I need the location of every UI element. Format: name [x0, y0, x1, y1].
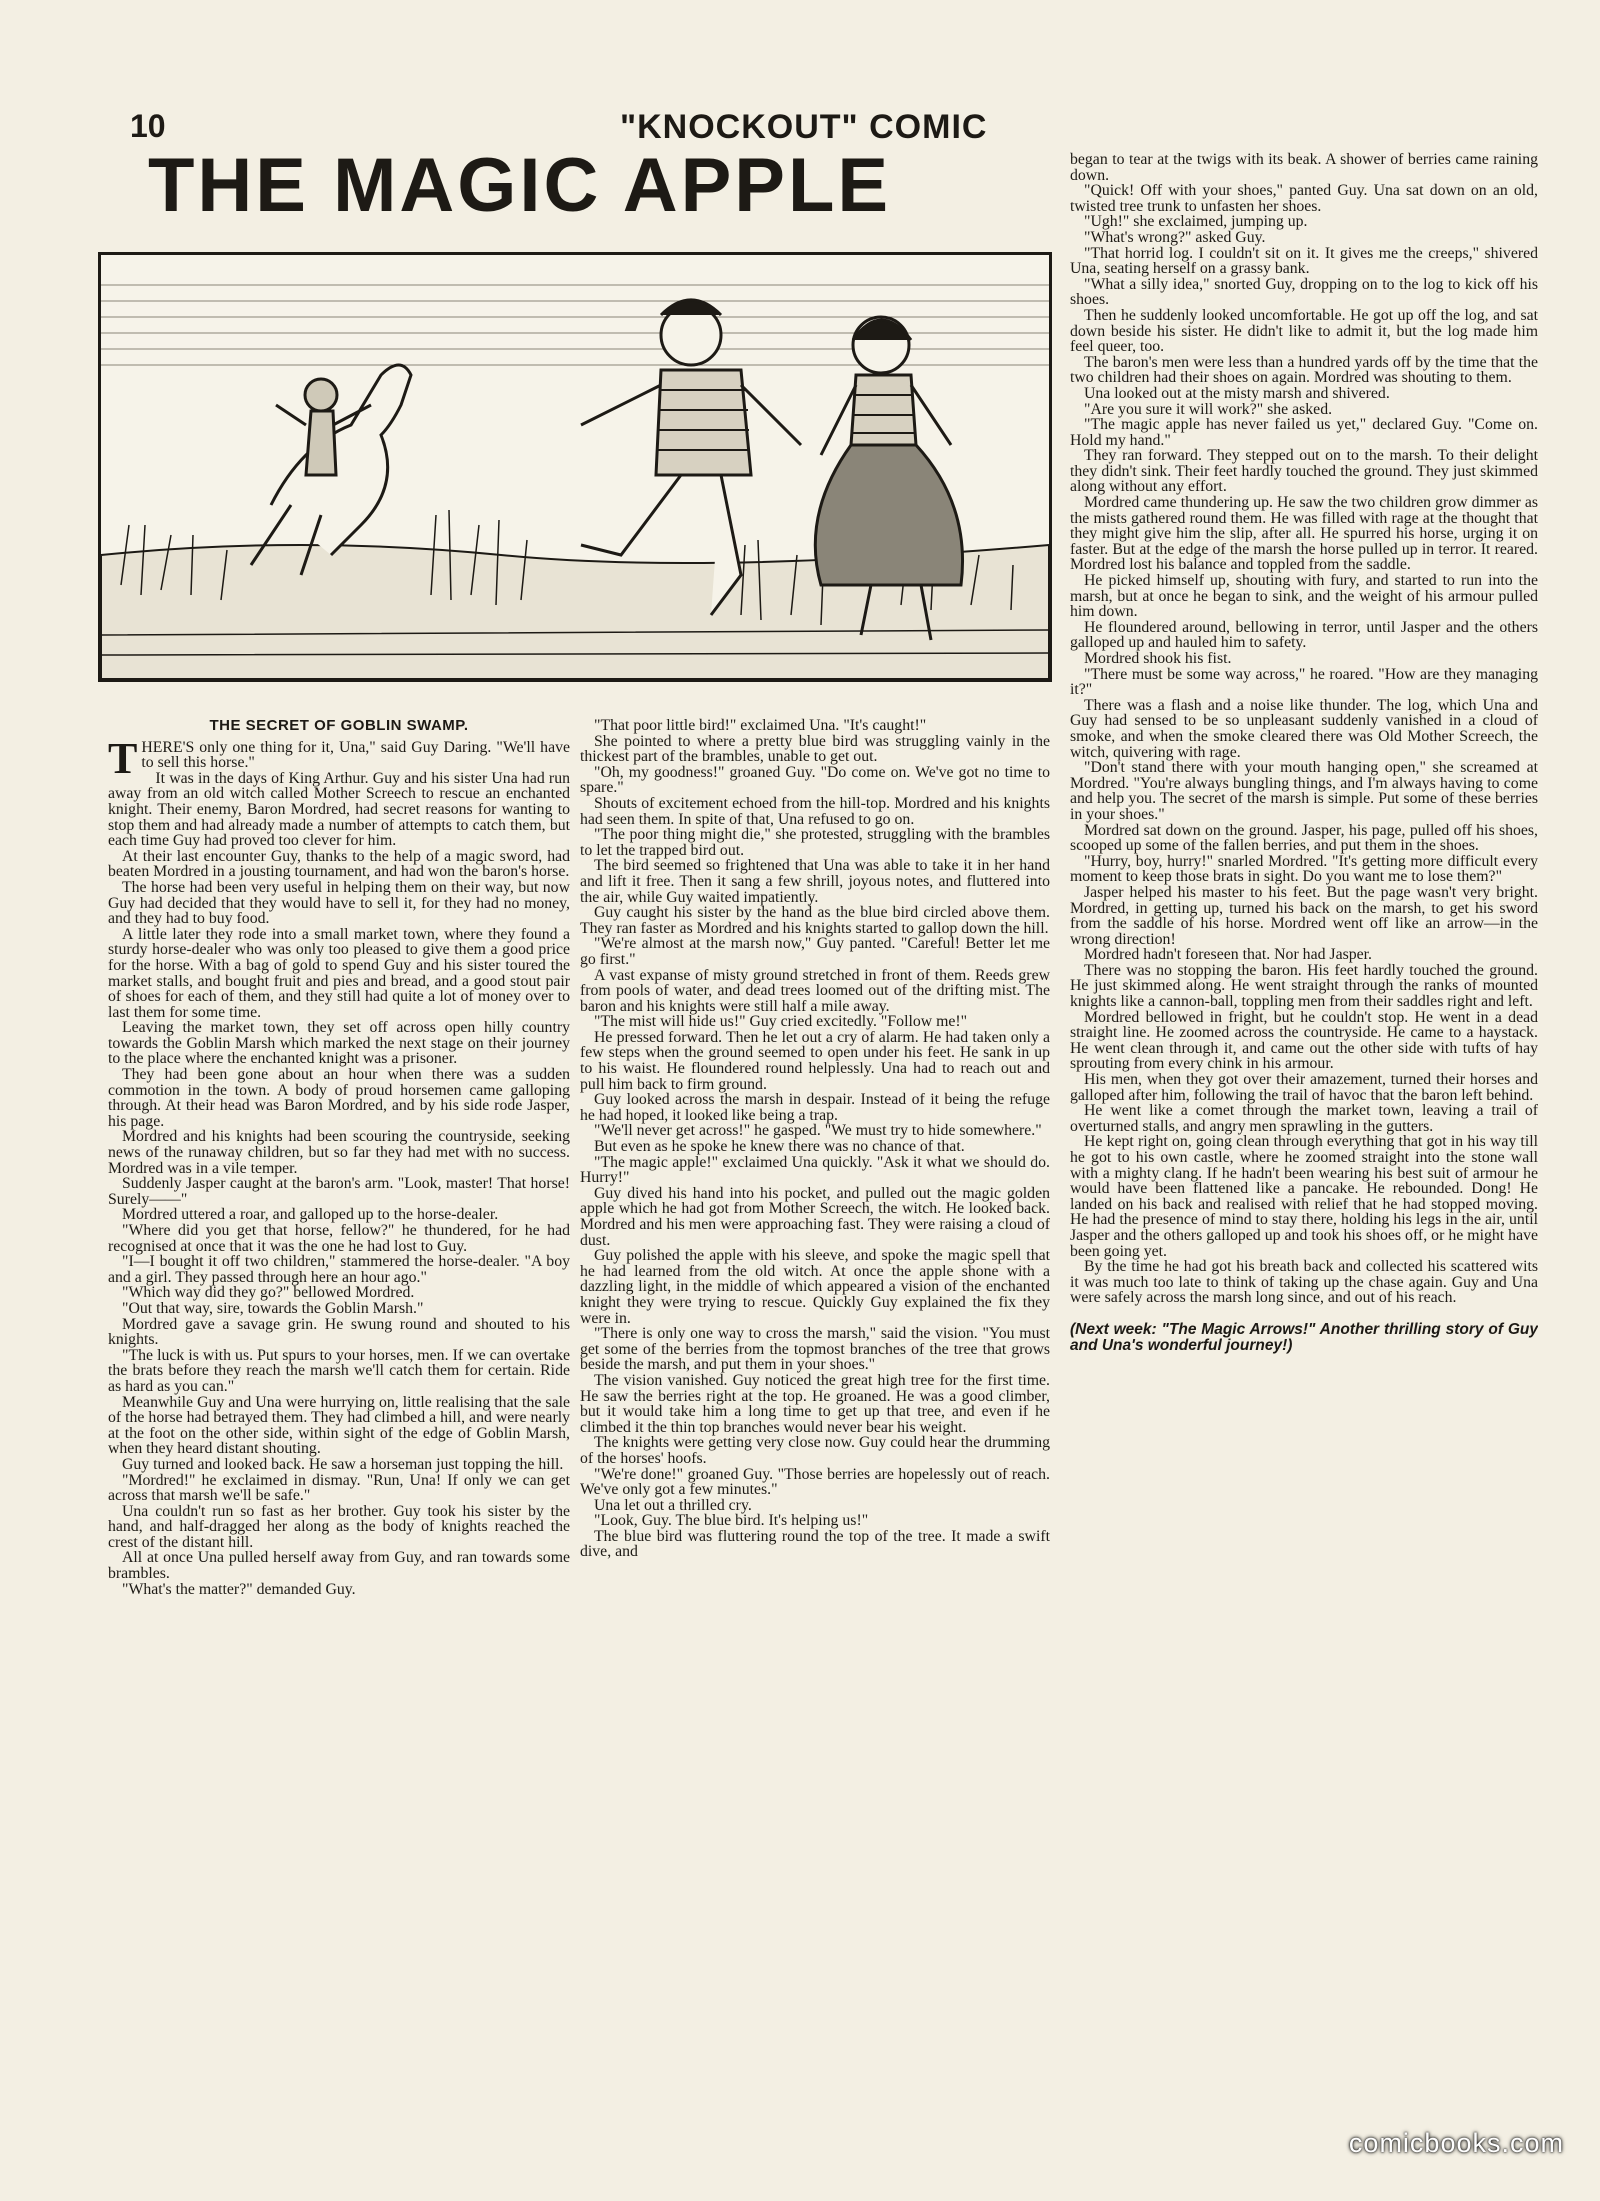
paragraph: A little later they rode into a small market town, where they found a sturdy horse-dealer who was only too pleased to give them a good price for the horse. With a bag of gold to spend Guy and his sister toured the market stalls, and bought fruit and pies and bread, and a good stout pair of shoes for each of them, and they still had quite a lot of money over to last them for some time.: [108, 925, 570, 1021]
story-title: THE MAGIC APPLE: [148, 143, 892, 228]
paragraph: Mordred shook his fist.: [1084, 650, 1232, 667]
paragraph: "There is only one way to cross the marsh," said the vision. "You must get some of the berries from the topmost branches of the tree that grows beside the marsh, and put them in your shoes.": [580, 1325, 1050, 1374]
paragraph: All at once Una pulled herself away from Guy, and ran towards some brambles.: [108, 1549, 570, 1583]
paragraph: "What a silly idea," snorted Guy, dropping on to the log to kick off his shoes.: [1070, 275, 1538, 309]
paragraph: The bird seemed so frightened that Una was able to take it in her hand and lift it free. Then it sang a few shrill, joyous notes, and fluttered into the air, while Guy waited impatiently.: [580, 857, 1050, 906]
paragraph: His men, when they got over their amazement, turned their horses and galloped after him, following the trail of havoc that the baron left behind.: [1070, 1071, 1538, 1104]
paragraph: "The poor thing might die," she protested, struggling with the brambles to let the trapped bird out.: [580, 826, 1050, 859]
page-number: 10: [130, 108, 166, 144]
paragraph: They had been gone about an hour when there was a sudden commotion in the town. A body of proud horsemen came galloping through. At their head was Baron Mordred, and by his side rode Jasper, his page.: [108, 1066, 570, 1130]
paragraph: "Mordred!" he exclaimed in dismay. "Run, Una! If only we can get across that marsh we'll be safe.": [108, 1471, 570, 1505]
paragraph: "We're almost at the marsh now," Guy panted. "Careful! Better let me go first.": [580, 935, 1050, 968]
paragraph: But even as he spoke he knew there was no chance of that.: [594, 1138, 965, 1156]
story-illustration: [98, 252, 1052, 682]
story-column-2: [580, 718, 1050, 2068]
paragraph: Guy polished the apple with his sleeve, and spoke the magic spell that he had learned from the old witch. At once the apple shone with a dazzling light, in the middle of which appeared a vision of the enchanted knight they were trying to rescue. Quickly Guy explained the fix they were in.: [580, 1247, 1050, 1327]
paragraph: Mordred gave a savage grin. He swung round and shouted to his knights.: [108, 1315, 570, 1349]
paragraph: "Which way did they go?" bellowed Mordred.: [122, 1284, 415, 1302]
paragraph: began to tear at the twigs with its beak. A shower of berries came raining down.: [1070, 152, 1538, 184]
paragraph: "Out that way, sire, towards the Goblin Marsh.": [122, 1299, 424, 1317]
paragraph: At their last encounter Guy, thanks to the help of a magic sword, had beaten Mordred in a jousting tournament, and had won the baron's horse.: [108, 847, 570, 881]
paragraph: "The mist will hide us!" Guy cried excitedly. "Follow me!": [594, 1013, 968, 1031]
paragraph: They ran forward. They stepped out on to the marsh. To their delight they didn't sink. Their feet hardly touched the ground. They just skimmed along without any effort.: [1070, 447, 1538, 496]
paragraph: "The luck is with us. Put spurs to your horses, men. If we can overtake the brats before they reach the marsh we'll catch them for certain. Ride as hard as you can.": [108, 1346, 570, 1395]
paragraph: "I—I bought it off two children," stammered the horse-dealer. "A boy and a girl. They passed through here an hour ago.": [108, 1253, 570, 1286]
paragraph: Mordred and his knights had been scouring the countryside, seeking news of the runaway children, but so far they had met with no success. Mordred was in a vile temper.: [108, 1128, 570, 1177]
opening-paragraph-text: HERE'S only one thing for it, Una," said Guy Daring. "We'll have to sell this horse.": [141, 738, 570, 772]
drop-cap: T: [108, 733, 138, 783]
section-sub-heading: THE SECRET OF GOBLIN SWAMP.: [209, 718, 469, 734]
paragraph: He floundered around, bellowing in terror, until Jasper and the others galloped up and hauled him to safety.: [1070, 618, 1538, 652]
paragraph: Mordred hadn't foreseen that. Nor had Jasper.: [1084, 946, 1372, 964]
paragraph: Una couldn't run so fast as her brother. Guy took his sister by the hand, and half-dragged her along as the body of knights reached the crest of the distant hill.: [108, 1502, 570, 1551]
paragraph: Suddenly Jasper caught at the baron's arm. "Look, master! That horse! Surely——": [108, 1175, 570, 1208]
paragraph: Leaving the market town, they set off across open hilly country towards the Goblin Marsh which marked the next stage on their journey to the place where the enchanted knight was a prisoner.: [108, 1019, 570, 1068]
paragraph: Meanwhile Guy and Una were hurrying on, little realising that the sale of the horse had betrayed them. They had climbed a hill, and were nearly at the foot on the other side, within sight of the edge of Goblin Marsh, when they heard distant shouting.: [108, 1393, 570, 1458]
paragraph: A vast expanse of misty ground stretched in front of them. Reeds grew from pools of water, and dead trees loomed out of the drifting mist. The baron and his knights were still half a mile away.: [580, 966, 1050, 1015]
paragraph: Guy turned and looked back. He saw a horseman just topping the hill.: [122, 1455, 564, 1473]
paragraph: Guy caught his sister by the hand as the blue bird circled above them. They ran faster as Mordred and his knights started to gallop down the hill.: [580, 904, 1050, 937]
paragraph: "We'll never get across!" he gasped. "We must try to hide somewhere.": [594, 1122, 1042, 1140]
paragraph: "Quick! Off with your shoes," panted Guy. Una sat down on an old, twisted tree trunk to unfasten her shoes.: [1070, 182, 1538, 215]
paragraph: The vision vanished. Guy noticed the great high tree for the first time. He saw the berries right at the top. He groaned. He was a good climber, but it would take him a long time to get up that tree, and even if he climbed it the thin top branches would never bear his weight.: [580, 1371, 1050, 1436]
paragraph: "Hurry, boy, hurry!" snarled Mordred. "It's getting more difficult every moment to keep those brats in sight. Do you want me to lose them?": [1070, 852, 1538, 886]
opening-paragraph: [108, 733, 570, 783]
paragraph: Una looked out at the misty marsh and shivered.: [1084, 384, 1390, 402]
paragraph: He pressed forward. Then he let out a cry of alarm. He had taken only a few steps when the ground seemed to open under his feet. He sank in up to his waist. He floundered round helplessly. Una had to reach out and pull him back to firm ground.: [580, 1028, 1050, 1093]
paragraph: "Where did you get that horse, fellow?" he thundered, for he had recognised at once that it was the one he had lost to Guy.: [108, 1222, 570, 1255]
paragraph: "The magic apple!" exclaimed Una quickly. "Ask it what we should do. Hurry!": [580, 1153, 1050, 1187]
paragraph: She pointed to where a pretty blue bird was struggling vainly in the thickest part of the brambles, unable to get out.: [580, 732, 1050, 766]
paragraph: Mordred came thundering up. He saw the two children grow dimmer as the mists gathered round them. He was filled with rage at the thought that they might give him the slip, after all. He spurred his horse, urging it on faster. But at the edge of the marsh the horse pulled up in terror. It reared. Mordred lost his balance and toppled from the saddle.: [1070, 494, 1538, 574]
paragraph: There was a flash and a noise like thunder. The log, which Una and Guy had sensed to be so unpleasant suddenly vanished in a cloud of smoke, and when the smoke cleared there was Old Mother Screech, the witch, quivering with rage.: [1070, 696, 1538, 761]
paragraph: Jasper helped his master to his feet. But the page wasn't very bright. Mordred, in getting up, turned his back on the marsh, to get his sword from the saddle of his horse. Mordred went off like an arrow—in the wrong direction!: [1070, 883, 1538, 948]
paragraph: Mordred sat down on the ground. Jasper, his page, pulled off his shoes, scooped up some of the fallen berries, and put them in the shoes.: [1070, 821, 1538, 855]
paragraph: By the time he had got his breath back and collected his scattered wits it was much too late to think of taking up the chase again. Guy and Una were safely across the marsh long since, and out of his reach.: [1070, 1258, 1538, 1307]
paragraph: The blue bird was fluttering round the top of the tree. It made a swift dive, and: [580, 1527, 1050, 1561]
paragraph: He picked himself up, shouting with fury, and started to run into the marsh, but at once he began to sink, and the weight of his armour pulled him down.: [1070, 572, 1538, 621]
paragraph: "Are you sure it will work?" she asked.: [1084, 400, 1333, 418]
paragraph: "We're done!" groaned Guy. "Those berries are hopelessly out of reach. We've only got a few minutes.": [580, 1465, 1050, 1499]
paragraph: "That horrid log. I couldn't sit on it. It gives me the creeps," shivered Una, seating herself on a grassy bank.: [1070, 244, 1538, 278]
paragraph: "What's wrong?" asked Guy.: [1084, 228, 1266, 246]
paragraph: "That poor little bird!" exclaimed Una. "It's caught!": [594, 718, 927, 734]
paragraph: He kept right on, going clean through everything that got in his way till he got to his own castle, where he zoomed straight into the stone wall with a mighty clang. If he hadn't been wearing his best suit of armour he would have been flattened like a pancake. He rebounded. Dong! He landed on his back and realised with relief that he had stopped moving. He had the presence of mind to stay there, holding his legs in the air, until Jasper and the others galloped up and took his shoes off, or he might have been going yet.: [1070, 1133, 1538, 1260]
paragraph: The baron's men were less than a hundred yards off by the time that the two children had their shoes on again. Mordred was shouting to them.: [1070, 353, 1538, 387]
paragraph: "The magic apple has never failed us yet," declared Guy. "Come on. Hold my hand.": [1070, 416, 1538, 449]
illustration-knight-on-horse-and-two-children-running-icon: [101, 255, 1049, 679]
story-column-1: [108, 718, 570, 2068]
publication-title: "KNOCKOUT" COMIC: [620, 108, 988, 146]
paragraph: Mordred uttered a roar, and galloped up to the horse-dealer.: [122, 1206, 499, 1224]
story-column-3: [1070, 152, 1538, 2068]
paragraph: There was no stopping the baron. His feet hardly touched the ground. He just skimmed along. He went straight through the ranks of mounted knights like a cannon-ball, toppling men from their saddles right and left.: [1070, 961, 1538, 1011]
paragraph: "Look, Guy. The blue bird. It's helping us!": [594, 1512, 869, 1530]
paragraph: It was in the days of King Arthur. Guy and his sister Una had run away from an old witch called Mother Screech to rescue an enchanted knight. Their enemy, Baron Mordred, had secret reasons for wanting to stop them and had already made a number of attempts to catch them, but each time Guy had proved too clever for him.: [108, 769, 570, 850]
paragraph: Guy looked across the marsh in despair. Instead of it being the refuge he had hoped, it looked like being a trap.: [580, 1091, 1050, 1124]
paragraph: "Don't stand there with your mouth hanging open," she screamed at Mordred. "You're always bungling things, and I'm always having to come and help you. The secret of the marsh is simple. Put some of these berries in your shoes.": [1070, 759, 1538, 823]
paragraph: Mordred bellowed in fright, but he couldn't stop. He went in a dead straight line. He zoomed across the countryside. He came to a haystack. He went clean through it, and came out the other side with tufts of hay sprouting from every chink in his armour.: [1070, 1008, 1538, 1073]
paragraph: Then he suddenly looked uncomfortable. He got up off the log, and sat down beside his sister. He didn't like to admit it, but the log made him feel queer, too.: [1070, 306, 1538, 356]
paragraph: He went like a comet through the market town, leaving a trail of overturned stalls, and angry men sprawling in the gutters.: [1070, 1102, 1538, 1135]
paragraph: "There must be some way across," he roared. "How are they managing it?": [1070, 665, 1538, 699]
paragraph: "Ugh!" she exclaimed, jumping up.: [1084, 213, 1308, 231]
paragraph: The knights were getting very close now. Guy could hear the drumming of the horses' hoofs.: [580, 1434, 1050, 1467]
paragraph: "Oh, my goodness!" groaned Guy. "Do come on. We've got no time to spare.": [580, 763, 1050, 797]
watermark: comicbooks.com: [1348, 2128, 1564, 2158]
paragraph: "What's the matter?" demanded Guy.: [122, 1580, 356, 1598]
paragraph: The horse had been very useful in helping them on their way, but now Guy had decided that they would have to sell it, for they had no money, and they had to buy food.: [108, 878, 570, 928]
next-week-teaser: (Next week: "The Magic Arrows!" Another thrilling story of Guy and Una's wonderful journey!): [1070, 1320, 1538, 1354]
paragraph: Una let out a thrilled cry.: [594, 1496, 752, 1514]
paragraph: Guy dived his hand into his pocket, and pulled out the magic golden apple which he had got from Mother Screech, the witch. He looked back. Mordred and his men were approaching fast. They were raising a cloud of dust.: [580, 1184, 1050, 1249]
paragraph: Shouts of excitement echoed from the hill-top. Mordred and his knights had seen them. In spite of that, Una refused to go on.: [580, 794, 1050, 828]
